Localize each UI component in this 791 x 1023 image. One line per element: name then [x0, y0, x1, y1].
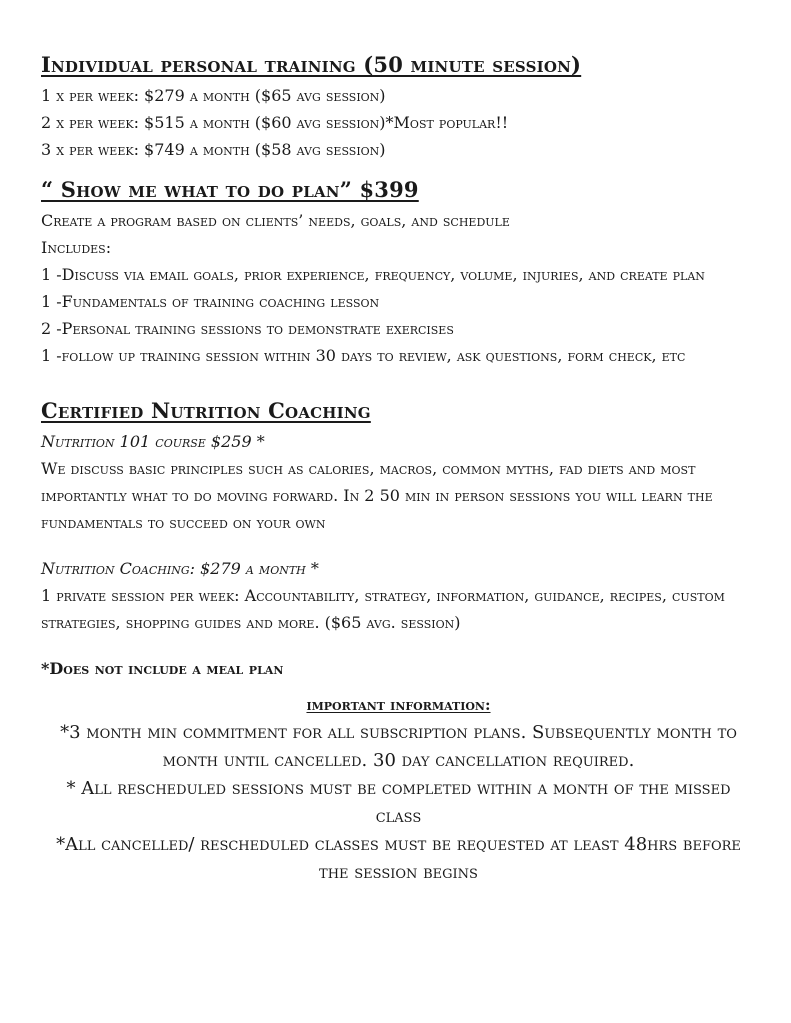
- personal-training-heading: Individual personal training (50 minute session): [41, 52, 582, 77]
- important-information-section: [41, 692, 756, 887]
- pricing-document: [41, 48, 756, 887]
- meal-plan-note: *Does not include a meal plan: [41, 659, 284, 678]
- nutrition-course-description: We discuss basic principles such as calories, macros, common myths, fad diets and most importantly what to do moving forward. In 2 50 min in person sessions you will learn the fundamentals to succeed on your own: [41, 459, 713, 532]
- show-me-plan-item: 1 -Discuss via email goals, prior experience, frequency, volume, injuries, and create plan: [41, 265, 705, 284]
- nutrition-coaching-title: Nutrition Coaching: $279 a month *: [41, 559, 319, 578]
- important-information-item: * All rescheduled sessions must be completed within a month of the missed class: [66, 778, 731, 827]
- important-information-item: *3 month min commitment for all subscription plans. Subsequently month to month until cancelled. 30 day cancellation required.: [60, 722, 737, 771]
- show-me-plan-item: 2 -Personal training sessions to demonstrate exercises: [41, 319, 454, 338]
- important-information-heading: important information:: [306, 696, 491, 714]
- nutrition-heading: Certified Nutrition Coaching: [41, 398, 371, 423]
- show-me-plan-description: Create a program based on clients’ needs, goals, and schedule: [41, 211, 510, 230]
- personal-training-line: 3 x per week: $749 a month ($58 avg session): [41, 140, 386, 159]
- important-information-item: *All cancelled/ rescheduled classes must be requested at least 48hrs before the session begins: [56, 834, 741, 883]
- nutrition-course-title: Nutrition 101 course $259 *: [41, 432, 265, 451]
- nutrition-coaching-description: 1 private session per week: Accountability, strategy, information, guidance, recipes, custom strategies, shopping guides and more. ($65 avg. session): [41, 586, 725, 632]
- show-me-plan-includes-label: Includes:: [41, 238, 112, 257]
- personal-training-line: 1 x per week: $279 a month ($65 avg session): [41, 86, 386, 105]
- show-me-plan-heading: “ Show me what to do plan” $399: [41, 177, 419, 202]
- show-me-plan-item: 1 -follow up training session within 30 days to review, ask questions, form check, etc: [41, 346, 686, 365]
- personal-training-line: 2 x per week: $515 a month ($60 avg session)*Most popular!!: [41, 113, 509, 132]
- show-me-plan-item: 1 -Fundamentals of training coaching lesson: [41, 292, 380, 311]
